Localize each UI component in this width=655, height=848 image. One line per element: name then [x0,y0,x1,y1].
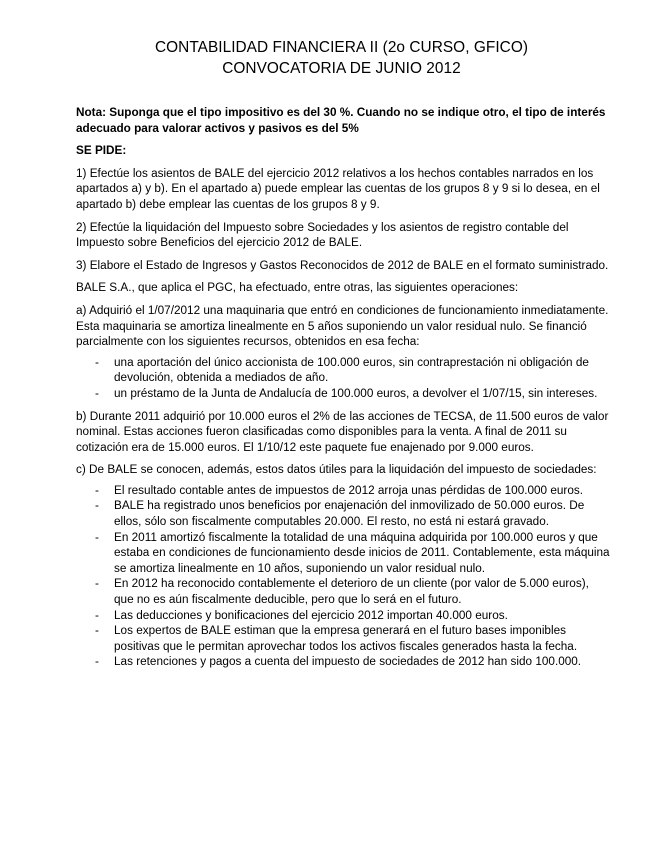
dash-icon: - [95,483,99,497]
dash-icon: - [95,355,99,369]
dash-icon: - [95,386,99,400]
list-item [76,530,611,577]
dash-icon: - [95,624,99,638]
list-item [76,483,611,499]
note-paragraph: Nota: Suponga que el tipo impositivo es del 30 %. Cuando no se indique otro, el tipo de interés adecuado para valorar activos y pasivos es del 5% [76,106,606,135]
document-subtitle: CONVOCATORIA DE JUNIO 2012 [222,60,461,77]
list-item-text: Las deducciones y bonificaciones del ejercicio 2012 importan 40.000 euros. [114,608,508,622]
task-2: 2) Efectúe la liquidación del Impuesto sobre Sociedades y los asientos de registro contable del Impuesto sobre Beneficios del ejercicio 2012 de BALE. [76,220,569,250]
section-c-text: c) De BALE se conocen, además, estos datos útiles para la liquidación del impuesto de sociedades: [76,463,597,477]
document-title: CONTABILIDAD FINANCIERA II (2o CURSO, GFICO) [154,39,529,56]
list-item [76,623,611,654]
list-item [76,386,611,402]
intro-paragraph: BALE S.A., que aplica el PGC, ha efectuado, entre otras, las siguientes operaciones: [76,281,519,295]
list-item [76,355,611,386]
list-item-text: BALE ha registrado unos beneficios por enajenación del inmovilizado de 50.000 euros. De ellos, sólo son fiscalmente computables 20.000. El resto, no está ni estará gravado. [114,499,585,529]
section-a-list [76,355,611,402]
list-item [76,576,611,607]
list-item [76,608,611,624]
list-item-text: un préstamo de la Junta de Andalucía de 100.000 euros, a devolver el 1/07/15, sin intereses. [114,386,598,400]
dash-icon: - [95,655,99,669]
dash-icon: - [95,577,99,591]
section-b-text: b) Durante 2011 adquirió por 10.000 euros el 2% de las acciones de TECSA, de 11.500 euros de valor nominal. Estas acciones fueron clasificadas como disponibles para la venta. A final de 2011 su cotización era de 15.000 euros. El 1/10/12 este paquete fue enajenado por 9.000 euros. [76,409,609,454]
task-3: 3) Elabore el Estado de Ingresos y Gastos Reconocidos de 2012 de BALE en el formato suministrado. [76,258,609,272]
section-a-text: a) Adquirió el 1/07/2012 una maquinaria que entró en condiciones de funcionamiento inmediatamente. Esta maquinaria se amortiza linealmente en 5 años suponiendo un valor residual nulo. Se financió parcialmente con los siguientes recursos, obtenidos en esa fecha: [76,303,609,349]
list-item-text: una aportación del único accionista de 100.000 euros, sin contraprestación ni obligación de devolución, obtenida a mediados de año. [114,355,589,385]
list-item-text: Los expertos de BALE estiman que la empresa generará en el futuro bases imponibles positivas que le permitan aprovechar todos los activos fiscales generados hasta la fecha. [114,624,578,653]
list-item-text: Las retenciones y pagos a cuenta del impuesto de sociedades de 2012 han sido 100.000. [114,655,582,669]
list-item-text: En 2012 ha reconocido contablemente el deterioro de un cliente (por valor de 5.000 euros), que no es aún fiscalmente deducible, pero que lo será en el futuro. [114,577,589,607]
se-pide-heading: SE PIDE: [76,144,127,158]
list-item-text: El resultado contable antes de impuestos de 2012 arroja unas pérdidas de 100.000 euros. [114,483,584,497]
task-1: 1) Efectúe los asientos de BALE del ejercicio 2012 relativos a los hechos contables narrados en los apartados a) y b). En el apartado a) puede emplear las cuentas de los grupos 8 y 9 si lo desea, en el apartado b) debe emplear las cuentas de los grupos 8 y 9. [76,166,600,211]
section-c-list [76,483,611,670]
dash-icon: - [95,499,99,513]
list-item [76,654,611,670]
document-content [76,37,611,670]
list-item [76,498,611,529]
dash-icon: - [95,608,99,622]
title-block [72,37,611,79]
dash-icon: - [95,530,99,544]
list-item-text: En 2011 amortizó fiscalmente la totalidad de una máquina adquirida por 100.000 euros y que estaba en condiciones de funcionamiento desde inicios de 2011. Contablemente, esta máquina se amortiza linealmente en 10 años, suponiendo un valor residual nulo. [114,530,610,575]
